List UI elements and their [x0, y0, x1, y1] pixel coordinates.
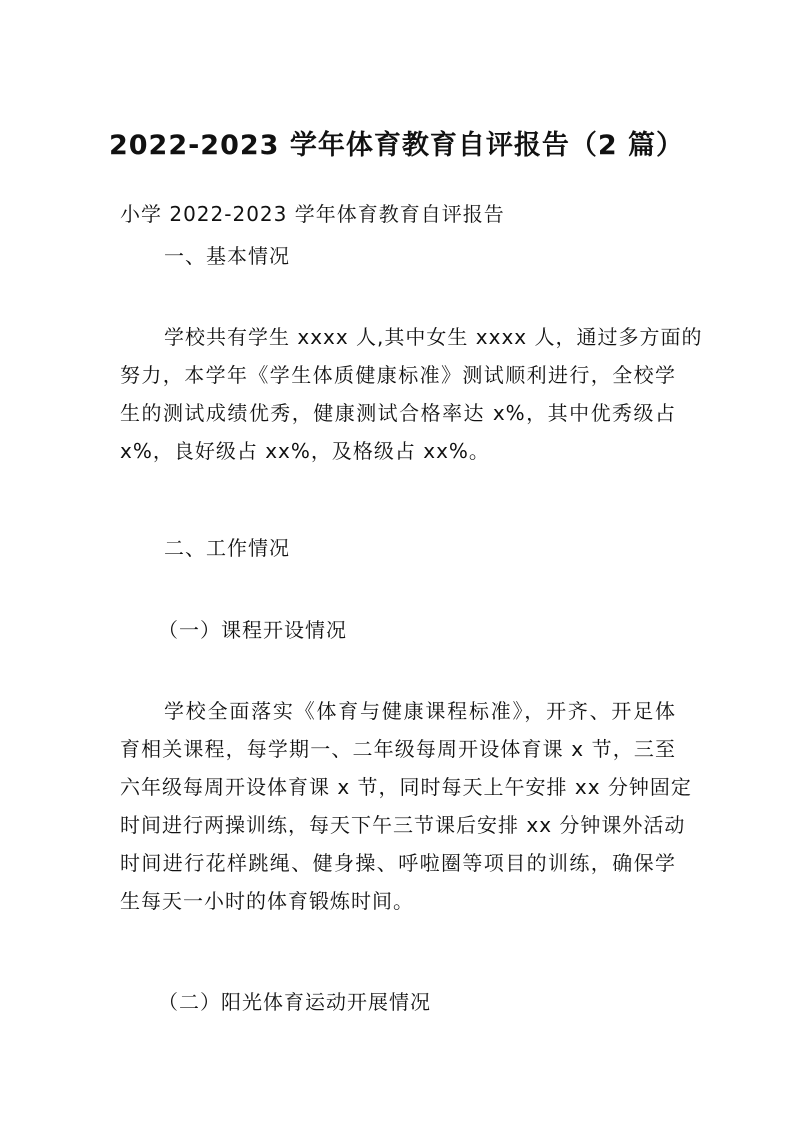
- paragraph-line: 育相关课程，每学期一、二年级每周开设体育课 x 节，三至: [120, 737, 676, 761]
- subsection-heading-courses: （一）课程开设情况: [158, 618, 347, 642]
- section-heading-work: 二、工作情况: [164, 536, 290, 560]
- paragraph-line: 学校全面落实《体育与健康课程标准》，开齐、开足体: [164, 699, 676, 723]
- paragraph-line: x%，良好级占 xx%，及格级占 xx%。: [120, 439, 490, 463]
- paragraph-line: 六年级每周开设体育课 x 节，同时每天上午安排 xx 分钟固定: [120, 775, 692, 799]
- paragraph-line: 学校共有学生 xxxx 人,其中女生 xxxx 人，通过多方面的: [164, 325, 703, 349]
- paragraph-line: 时间进行花样跳绳、健身操、呼啦圈等项目的训练，确保学: [120, 851, 676, 875]
- subsection-heading-sunshine-sports: （二）阳光体育运动开展情况: [158, 990, 431, 1014]
- paragraph-courses: [120, 692, 692, 920]
- document-title: 2022-2023 学年体育教育自评报告（2 篇）: [108, 130, 685, 161]
- section-heading-basic: 一、基本情况: [164, 244, 290, 268]
- document-subtitle: 小学 2022-2023 学年体育教育自评报告: [120, 202, 505, 226]
- paragraph-line: 生的测试成绩优秀，健康测试合格率达 x%，其中优秀级占: [120, 401, 676, 425]
- paragraph-basic-info: [120, 318, 703, 470]
- paragraph-line: 时间进行两操训练，每天下午三节课后安排 xx 分钟课外活动: [120, 813, 686, 837]
- paragraph-line: 生每天一小时的体育锻炼时间。: [120, 889, 414, 913]
- paragraph-line: 努力，本学年《学生体质健康标准》测试顺利进行，全校学: [120, 363, 676, 387]
